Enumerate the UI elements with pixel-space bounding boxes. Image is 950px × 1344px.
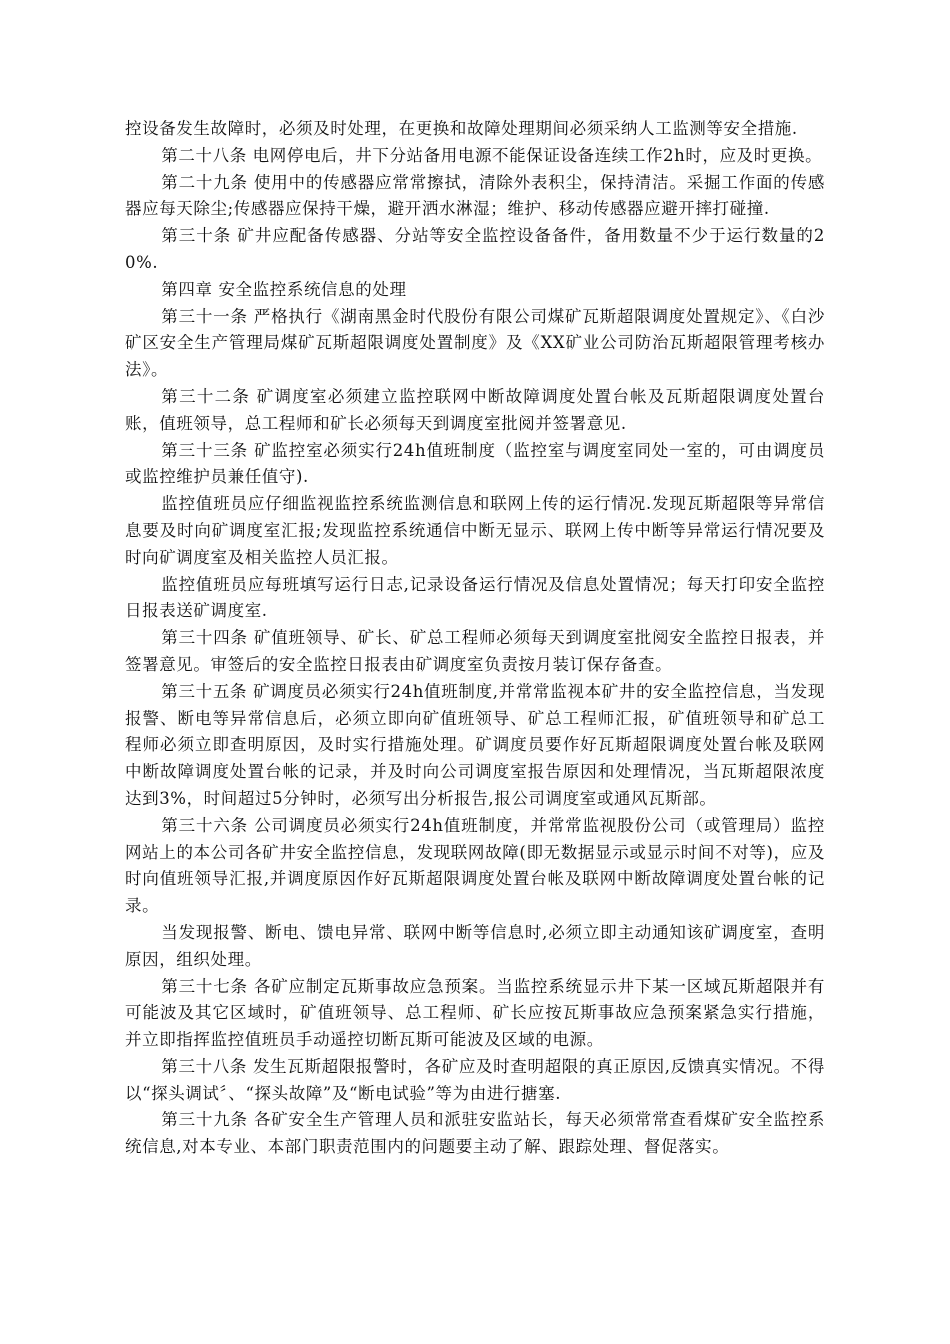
article-34: 第三十四条 矿值班领导、矿长、矿总工程师必须每天到调度室批阅安全监控日报表，并签署意见。审签后的安全监控日报表由矿调度室负责按月装订保存备查。 [125,628,825,674]
article-37: 第三十七条 各矿应制定瓦斯事故应急预案。当监控系统显示井下某一区域瓦斯超限并有可能波及其它区域时，矿值班领导、总工程师、矿长应按瓦斯事故应急预案紧急实行措施，并立即指挥监控值班员手动遥控切断瓦斯可能波及区域的电源。 [125,976,825,1050]
article-33: 第三十三条 矿监控室必须实行24h值班制度（监控室与调度室同处一室的，可由调度员或监控维护员兼任值守). [125,440,825,487]
chapter-4-heading: 第四章 安全监控系统信息的处理 [161,279,407,299]
article-29: 第二十九条 使用中的传感器应常常擦拭，清除外表积尘，保持清洁。采掘工作面的传感器应每天除尘;传感器应保持干燥，避开洒水淋湿；维护、移动传感器应避开摔打碰撞. [125,172,825,219]
article-35: 第三十五条 矿调度员必须实行24h值班制度,并常常监视本矿井的安全监控信息，当发现报警、断电等异常信息后，必须立即向矿值班领导、矿总工程师汇报，矿值班领导和矿总工程师必须立即查明原因，及时实行措施处理。矿调度员要作好瓦斯超限调度处置台帐及联网中断故障调度处置台帐的记录，并及时向公司调度室报告原因和处理情况，当瓦斯超限浓度达到3%，时间超过5分钟时，必须写出分析报告,报公司调度室或通风瓦斯部。 [125,681,825,808]
article-30: 第三十条 矿井应配备传感器、分站等安全监控设备备件，备用数量不少于运行数量的20%. [125,226,825,272]
article-38: 第三十八条 发生瓦斯超限报警时，各矿应及时查明超限的真正原因,反馈真实情况。不得以“探头调试〞、“探头故障”及“断电试验”等为由进行搪塞. [125,1056,825,1103]
document-body [125,116,825,1161]
article-36: 第三十六条 公司调度员必须实行24h值班制度，并常常监视股份公司（或管理局）监控网站上的本公司各矿井安全监控信息，发现联网故障(即无数据显示或显示时间不对等)，应及时向值班领导汇报,并调度原因作好瓦斯超限调度处置台帐及联网中断故障调度处置台帐的记录。 [125,815,825,916]
paragraph-continuation: 控设备发生故障时，必须及时处理，在更换和故障处理期间必须采纳人工监测等安全措施. [125,119,798,138]
article-39: 第三十九条 各矿安全生产管理人员和派驻安监站长，每天必须常常查看煤矿安全监控系统信息,对本专业、本部门职责范围内的问题要主动了解、跟踪处理、督促落实。 [125,1110,825,1157]
article-36-para-2: 当发现报警、断电、馈电异常、联网中断等信息时,必须立即主动通知该矿调度室，查明原因，组织处理。 [125,922,825,969]
article-32: 第三十二条 矿调度室必须建立监控联网中断故障调度处置台帐及瓦斯超限调度处置台账，值班领导，总工程师和矿长必须每天到调度室批阅并签署意见. [125,386,825,433]
article-31: 第三十一条 严格执行《湖南黑金时代股份有限公司煤矿瓦斯超限调度处置规定》、《白沙矿区安全生产管理局煤矿瓦斯超限调度处置制度》及《XX矿业公司防治瓦斯超限管理考核办法》。 [125,306,825,380]
article-33-para-2: 监控值班员应仔细监视监控系统监测信息和联网上传的运行情况.发现瓦斯超限等异常信息要及时向矿调度室汇报;发现监控系统通信中断无显示、联网上传中断等异常运行情况要及时向矿调度室及相关监控人员汇报。 [125,494,825,567]
article-28: 第二十八条 电网停电后，井下分站备用电源不能保证设备连续工作2h时，应及时更换。 [161,145,823,165]
article-33-para-3: 监控值班员应每班填写运行日志,记录设备运行情况及信息处置情况；每天打印安全监控日报表送矿调度室. [125,574,825,621]
